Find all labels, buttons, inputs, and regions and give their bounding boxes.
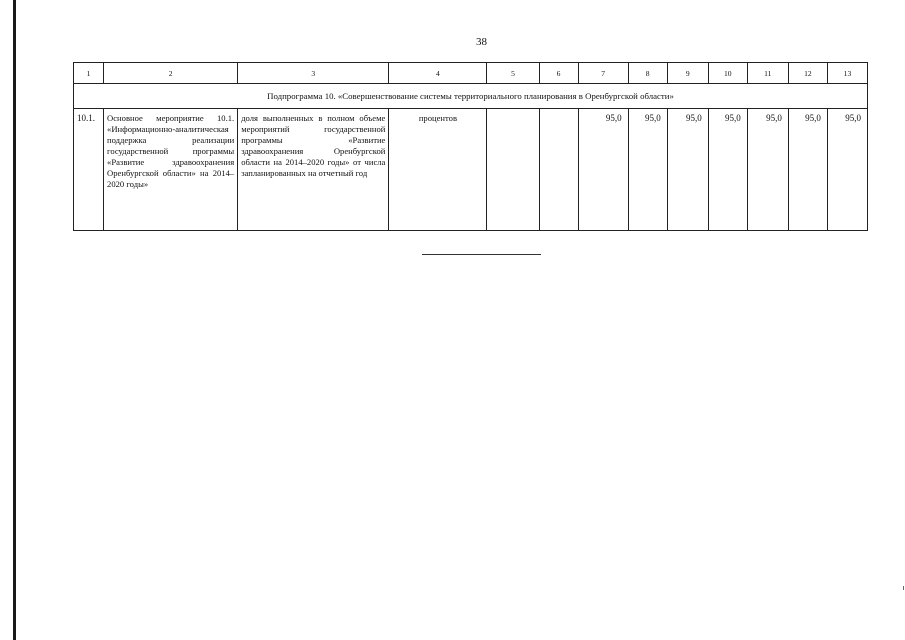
table-row: [74, 109, 868, 231]
page-number: 38: [476, 36, 487, 48]
header-cell: 1: [74, 63, 104, 84]
end-of-document-rule: [422, 254, 541, 255]
header-cell: 7: [578, 63, 628, 84]
header-cell: 2: [104, 63, 238, 84]
value-col-13: 95,0: [827, 109, 867, 231]
subprogram-row: [74, 84, 868, 109]
header-cell: 13: [827, 63, 867, 84]
header-cell: 9: [667, 63, 708, 84]
unit-of-measure: процентов: [389, 109, 487, 231]
header-cell: 10: [708, 63, 747, 84]
value-col-7: 95,0: [578, 109, 628, 231]
header-row: [74, 63, 868, 84]
scan-mark: [903, 586, 904, 590]
header-cell: 8: [628, 63, 667, 84]
subprogram-title: Подпрограмма 10. «Совершенствование системы территориального планирования в Оренбургской области»: [74, 84, 868, 109]
value-col-5: [487, 109, 539, 231]
value-col-9: 95,0: [667, 109, 708, 231]
value-col-6: [539, 109, 578, 231]
indicator-description: доля выполненных в полном объеме мероприятий государственной программы «Развитие здравоохранения Оренбургской области на 2014–2020 годы» от числа запланированных на отчетный год: [238, 109, 389, 231]
header-cell: 12: [788, 63, 827, 84]
value-col-10: 95,0: [708, 109, 747, 231]
header-cell: 3: [238, 63, 389, 84]
value-col-8: 95,0: [628, 109, 667, 231]
header-cell: 5: [487, 63, 539, 84]
value-col-12: 95,0: [788, 109, 827, 231]
page-binding-bar: [13, 0, 16, 640]
event-description: Основное мероприятие 10.1. «Информационно-аналитическая поддержка реализации государственной программы «Развитие здравоохранения Оренбургской области» на 2014–2020 годы»: [104, 109, 238, 231]
row-number: 10.1.: [74, 109, 104, 231]
header-cell: 11: [747, 63, 788, 84]
header-cell: 6: [539, 63, 578, 84]
header-cell: 4: [389, 63, 487, 84]
indicators-table: [73, 62, 868, 231]
value-col-11: 95,0: [747, 109, 788, 231]
